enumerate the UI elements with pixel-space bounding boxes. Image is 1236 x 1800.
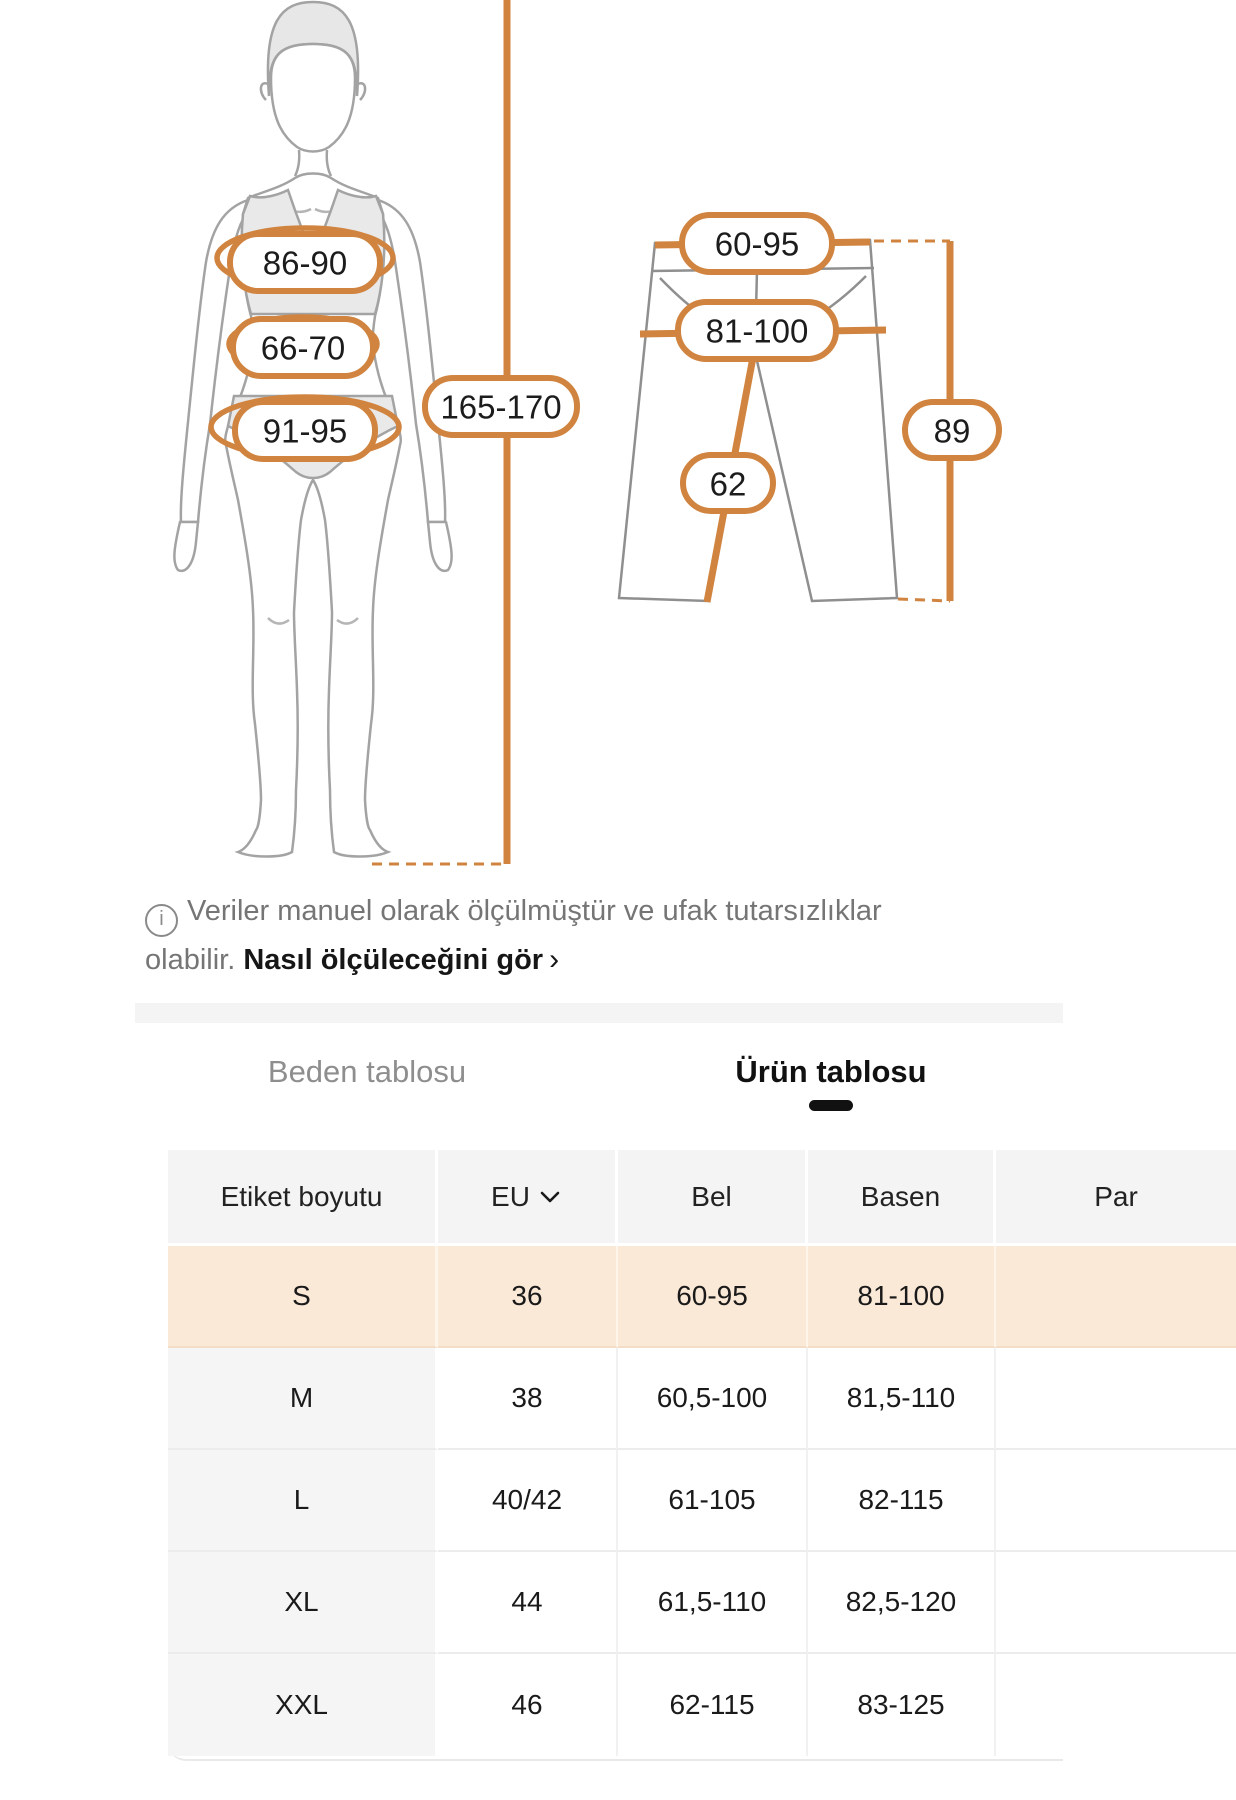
header-eu-label: EU <box>491 1180 530 1212</box>
size-cell: M <box>168 1348 438 1450</box>
eu-cell: 44 <box>438 1552 618 1654</box>
eu-cell: 38 <box>438 1348 618 1450</box>
leg-cell <box>996 1450 1236 1552</box>
hips-cell: 82,5-120 <box>808 1552 996 1654</box>
height-measurement-label: 165-170 <box>440 388 562 426</box>
active-tab-indicator <box>809 1100 853 1111</box>
leg-cell <box>996 1552 1236 1654</box>
bust-measurement-label: 86-90 <box>262 244 348 282</box>
size-cell: XL <box>168 1552 438 1654</box>
waist-cell: 62-115 <box>618 1654 808 1756</box>
pants-hip-label: 81-100 <box>705 312 809 350</box>
tab-urun-tablosu[interactable]: Ürün tablosu <box>735 1054 927 1089</box>
hips-cell: 81,5-110 <box>808 1348 996 1450</box>
measurement-note <box>145 888 977 983</box>
eu-cell: 40/42 <box>438 1450 618 1552</box>
hips-cell: 83-125 <box>808 1654 996 1756</box>
leg-cell <box>996 1654 1236 1756</box>
waist-cell: 61,5-110 <box>618 1552 808 1654</box>
leg-cell <box>996 1246 1236 1348</box>
pants-inseam-label: 62 <box>709 465 747 503</box>
chart-tabs <box>135 1040 1063 1104</box>
leg-cell <box>996 1348 1236 1450</box>
header-eu-unit[interactable] <box>438 1150 618 1246</box>
product-size-table <box>168 1150 1138 1761</box>
pants-length-dashed-bottom <box>898 599 950 601</box>
hip-measurement-label: 91-95 <box>262 412 348 450</box>
header-leg: Par <box>996 1150 1236 1246</box>
hips-cell: 82-115 <box>808 1450 996 1552</box>
pants-waist-label: 60-95 <box>714 225 800 263</box>
tab-beden-tablosu[interactable]: Beden tablosu <box>267 1054 467 1089</box>
pants-figure <box>619 240 897 601</box>
eu-cell: 46 <box>438 1654 618 1756</box>
hips-cell: 81-100 <box>808 1246 996 1348</box>
info-icon: i <box>145 904 178 937</box>
chevron-right-icon: › <box>549 943 560 976</box>
pants-length-label: 89 <box>933 412 971 450</box>
header-label-size: Etiket boyutu <box>168 1150 438 1246</box>
how-to-measure-link[interactable]: Nasıl ölçüleceğini gör <box>243 944 544 976</box>
note-text: Veriler manuel olarak ölçülmüştür ve ufak tutarsızlıklar olabilir. <box>145 895 882 976</box>
waist-cell: 60,5-100 <box>618 1348 808 1450</box>
chevron-down-icon <box>538 1189 562 1205</box>
eu-cell: 36 <box>438 1246 618 1348</box>
header-waist: Bel <box>618 1150 808 1246</box>
waist-measurement-label: 66-70 <box>260 329 346 367</box>
size-cell: XXL <box>168 1654 438 1756</box>
section-divider <box>135 1003 1063 1023</box>
waist-cell: 60-95 <box>618 1246 808 1348</box>
header-hips: Basen <box>808 1150 996 1246</box>
waist-cell: 61-105 <box>618 1450 808 1552</box>
size-cell: L <box>168 1450 438 1552</box>
size-cell: S <box>168 1246 438 1348</box>
